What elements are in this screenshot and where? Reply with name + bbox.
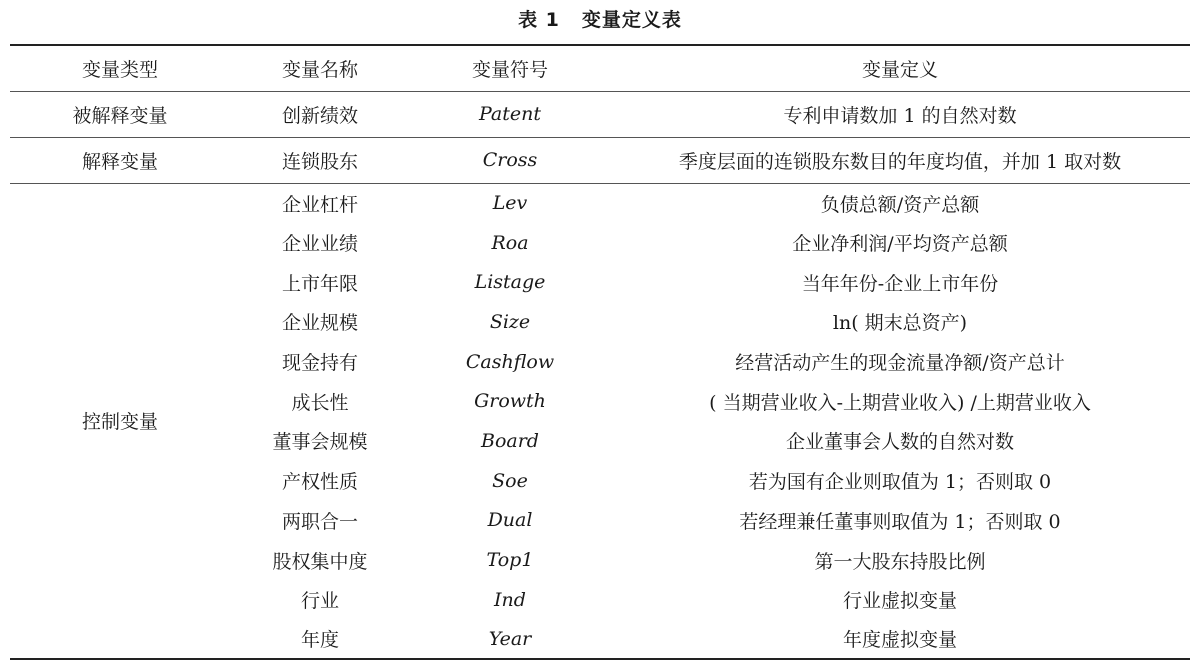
cell-symbol: Growth [474,390,546,413]
cell-definition: 当年年份-企业上市年份 [801,272,999,295]
cell-symbol: Dual [487,509,533,532]
cell-type-control: 控制变量 [10,183,230,659]
cell-symbol: Listage [474,271,546,294]
cell-name: 行业 [300,590,339,613]
cell-name: 产权性质 [281,471,358,494]
cell-name: 两职合一 [281,510,358,533]
cell-definition: ( 当期营业收入-上期营业收入) /上期营业收入 [709,391,1091,414]
cell-name: 成长性 [291,391,349,414]
cell-symbol: Year [488,627,532,650]
header-variable-symbol: 变量符号 [410,45,610,91]
variable-definition-table [10,44,1190,660]
cell-type: 被解释变量 [10,91,230,137]
cell-definition: 负债总额/资产总额 [610,183,1190,223]
cell-symbol: Size [489,310,531,333]
cell-symbol: Top1 [486,549,534,572]
cell-name: 创新绩效 [230,91,410,137]
cell-type: 解释变量 [81,150,158,173]
cell-name: 现金持有 [281,352,358,375]
cell-name: 董事会规模 [272,431,368,454]
cell-definition: 企业净利润/平均资产总额 [792,233,1008,256]
cell-definition: 年度虚拟变量 [842,629,957,652]
cell-definition: 若经理兼任董事则取值为 1；否则取 0 [739,510,1061,533]
cell-symbol: Board [481,429,539,452]
cell-name: 股权集中度 [272,550,368,573]
table-row [10,183,1190,223]
cell-symbol: Cashflow [465,350,555,373]
header-variable-type: 变量类型 [10,45,230,91]
cell-definition: 若为国有企业则取值为 1；否则取 0 [748,471,1052,494]
table-row [10,91,1190,137]
cell-definition: 专利申请数加 1 的自然对数 [610,91,1190,137]
cell-name: 企业业绩 [281,233,358,256]
cell-definition: 经营活动产生的现金流量净额/资产总计 [735,352,1065,375]
table-title: 变量定义表 [581,9,682,31]
cell-name: 连锁股东 [281,150,358,173]
table-number: 表 1 [518,9,560,31]
cell-name: 企业规模 [281,312,358,335]
cell-definition: 企业董事会人数的自然对数 [785,431,1014,454]
cell-symbol: Patent [410,91,610,137]
table-caption [0,6,1200,34]
cell-symbol: Roa [491,231,529,254]
cell-name: 年度 [300,629,339,652]
cell-symbol: Lev [410,183,610,223]
cell-symbol: Ind [494,588,526,611]
cell-symbol: Cross [482,149,538,171]
cell-definition: 第一大股东持股比例 [814,550,986,573]
cell-definition: 季度层面的连锁股东数目的年度均值，并加 1 取对数 [678,150,1122,173]
cell-symbol: Soe [492,469,528,492]
header-variable-name: 变量名称 [230,45,410,91]
cell-name: 上市年限 [281,272,358,295]
table-header-row [10,45,1190,91]
cell-definition: 行业虚拟变量 [842,590,957,613]
table-row [10,137,1190,183]
cell-definition: ln( 期末总资产) [832,312,968,335]
cell-name: 企业杠杆 [230,183,410,223]
header-variable-definition: 变量定义 [610,45,1190,91]
